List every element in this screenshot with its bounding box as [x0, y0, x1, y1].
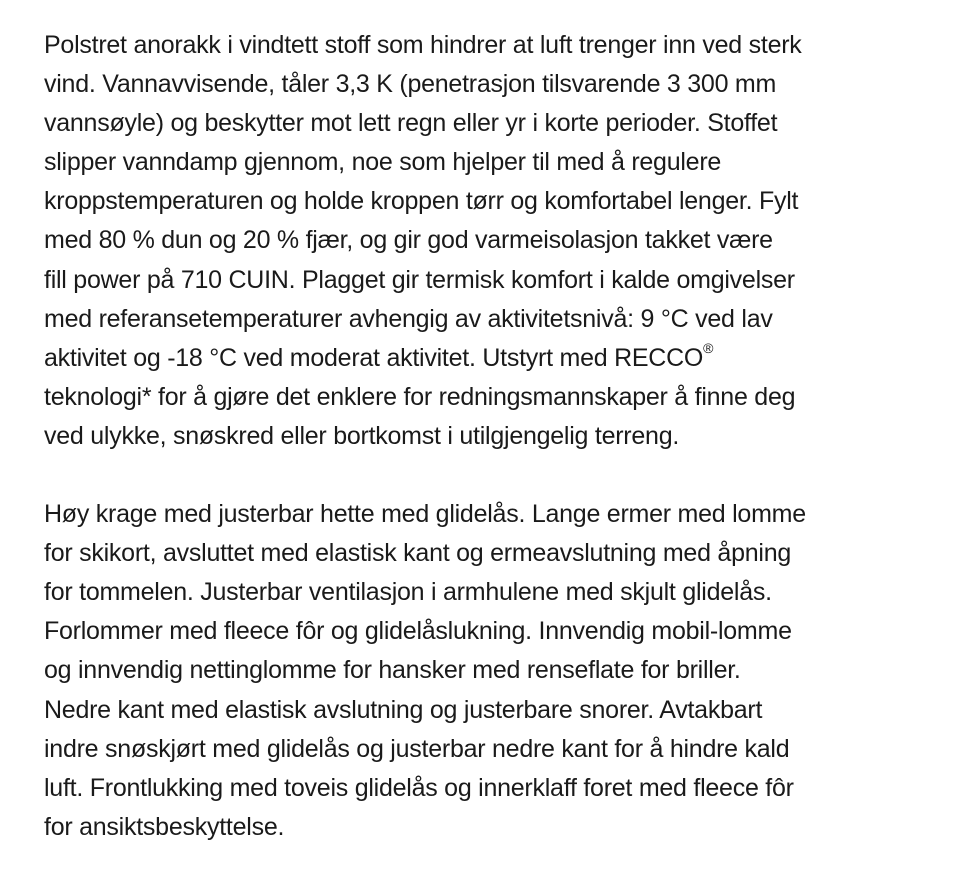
text-line: for tommelen. Justerbar ventilasjon i armhulene med skjult glidelås.: [44, 578, 772, 607]
description-paragraph-2: [44, 495, 944, 847]
text-line: for skikort, avsluttet med elastisk kant og ermeavslutning med åpning: [44, 539, 792, 568]
text-line: kroppstemperaturen og holde kroppen tørr og komfortabel lenger. Fylt: [44, 187, 799, 216]
text-line: fill power på 710 CUIN. Plagget gir termisk komfort i kalde omgivelser: [44, 265, 795, 294]
text-line: Polstret anorakk i vindtett stoff som hindrer at luft trenger inn ved sterk: [44, 31, 802, 59]
text-line: med referansetemperaturer avhengig av aktivitetsnivå: 9 °C ved lav: [44, 304, 773, 333]
text-line: slipper vanndamp gjennom, noe som hjelper til med å regulere: [44, 148, 722, 177]
text-line: ved ulykke, snøskred eller bortkomst i utilgjengelig terreng.: [44, 421, 680, 450]
text-line: aktivitet og -18 °C ved moderat aktivitet. Utstyrt med RECCO: [44, 343, 704, 372]
text-line: for ansiktsbeskyttelse.: [44, 812, 285, 841]
text-line: og innvendig nettinglomme for hansker med renseflate for briller.: [44, 656, 741, 685]
text-line-with-trademark: [44, 339, 944, 378]
product-description: [44, 26, 944, 847]
text-line: med 80 % dun og 20 % fjær, og gir god varmeisolasjon takket være: [44, 226, 773, 255]
text-line: vannsøyle) og beskytter mot lett regn eller yr i korte perioder. Stoffet: [44, 109, 778, 138]
text-line: Høy krage med justerbar hette med glidelås. Lange ermer med lomme: [44, 500, 806, 529]
registered-trademark-symbol: ®: [703, 340, 714, 357]
text-line: vind. Vannavvisende, tåler 3,3 K (penetrasjon tilsvarende 3 300 mm: [44, 70, 777, 99]
text-line: Forlommer med fleece fôr og glidelåslukning. Innvendig mobil-lomme: [44, 617, 792, 646]
text-line: luft. Frontlukking med toveis glidelås og innerklaff foret med fleece fôr: [44, 773, 794, 802]
text-line: Nedre kant med elastisk avslutning og justerbare snorer. Avtakbart: [44, 695, 763, 724]
paragraph-spacer: [44, 456, 944, 495]
description-paragraph-1: [44, 26, 944, 456]
text-line: indre snøskjørt med glidelås og justerbar nedre kant for å hindre kald: [44, 734, 790, 763]
text-line: teknologi* for å gjøre det enklere for redningsmannskaper å finne deg: [44, 382, 796, 411]
